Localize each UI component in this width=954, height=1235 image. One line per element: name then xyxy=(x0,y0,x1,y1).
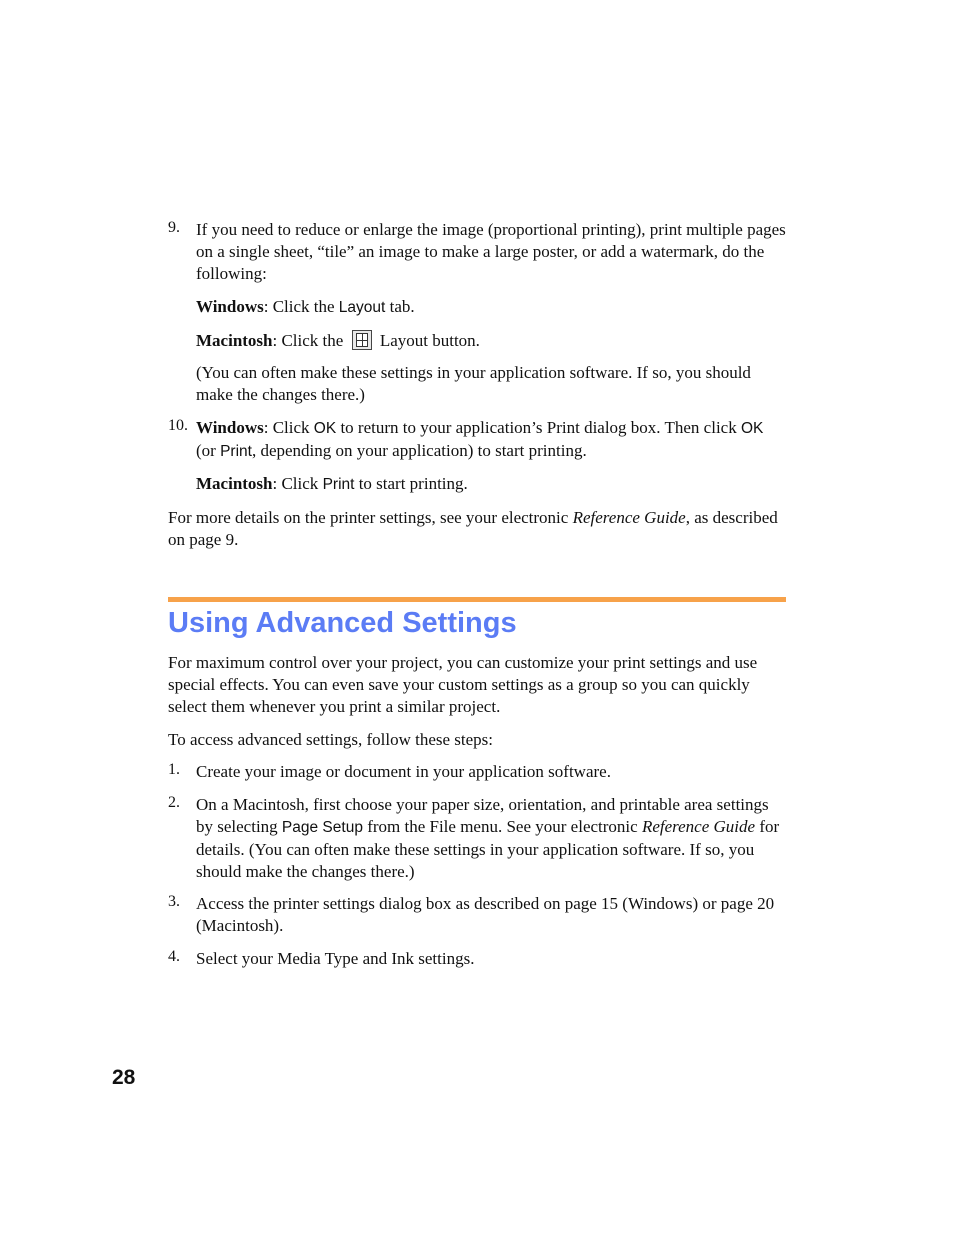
section-rule xyxy=(168,597,786,602)
step-number: 10. xyxy=(168,417,188,434)
intro-paragraph: For maximum control over your project, you can customize your print settings and use special effects. You can even save your custom settings as a group so you can quickly select them whenever you print a similar project. xyxy=(168,653,758,716)
section-heading: Using Advanced Settings xyxy=(168,607,517,639)
ui-term: Page Setup xyxy=(281,819,363,836)
step-number: 9. xyxy=(168,219,180,236)
windows-instruction: Windows: Click OK to return to your application’s Print dialog box. Then click OK (or Print, depending on your application) to start printing. xyxy=(196,418,764,460)
lead-paragraph: To access advanced settings, follow these steps: xyxy=(168,730,494,749)
step-1: 1. Create your image or document in your application software. xyxy=(168,761,611,781)
step-9 xyxy=(168,219,786,285)
section-body xyxy=(168,652,786,970)
settings-note: (You can often make these settings in your application software. If so, you should make the changes there.) xyxy=(196,363,751,404)
step-2: 2. On a Macintosh, first choose your paper size, orientation, and printable area settings by selecting Page Setup from the File menu. See your electronic Reference Guide for details. (You can often make these settings in your application software. If so, you should make the changes there.) xyxy=(168,794,780,881)
step-text: If you need to reduce or enlarge the image (proportional printing), print multiple pages on a single sheet, “tile” an image to make a large poster, or add a watermark, do the following: xyxy=(196,220,786,283)
more-details-paragraph: For more details on the printer settings, see your electronic Reference Guide, as described on page 9. xyxy=(168,508,778,549)
page-number: 28 xyxy=(112,1066,136,1089)
step-4: 4. Select your Media Type and Ink settings. xyxy=(168,948,475,968)
step-3: 3. Access the printer settings dialog box as described on page 15 (Windows) or page 20 (Macintosh). xyxy=(168,893,775,935)
step-10 xyxy=(168,417,786,463)
top-instructions xyxy=(168,219,786,551)
windows-instruction: Windows: Click the Layout tab. xyxy=(196,297,415,316)
mac-instruction: Macintosh: Click the Layout button. xyxy=(196,331,480,350)
layout-button-icon xyxy=(352,330,372,350)
mac-instruction: Macintosh: Click Print to start printing. xyxy=(196,474,468,493)
ui-term: Layout xyxy=(338,299,386,316)
